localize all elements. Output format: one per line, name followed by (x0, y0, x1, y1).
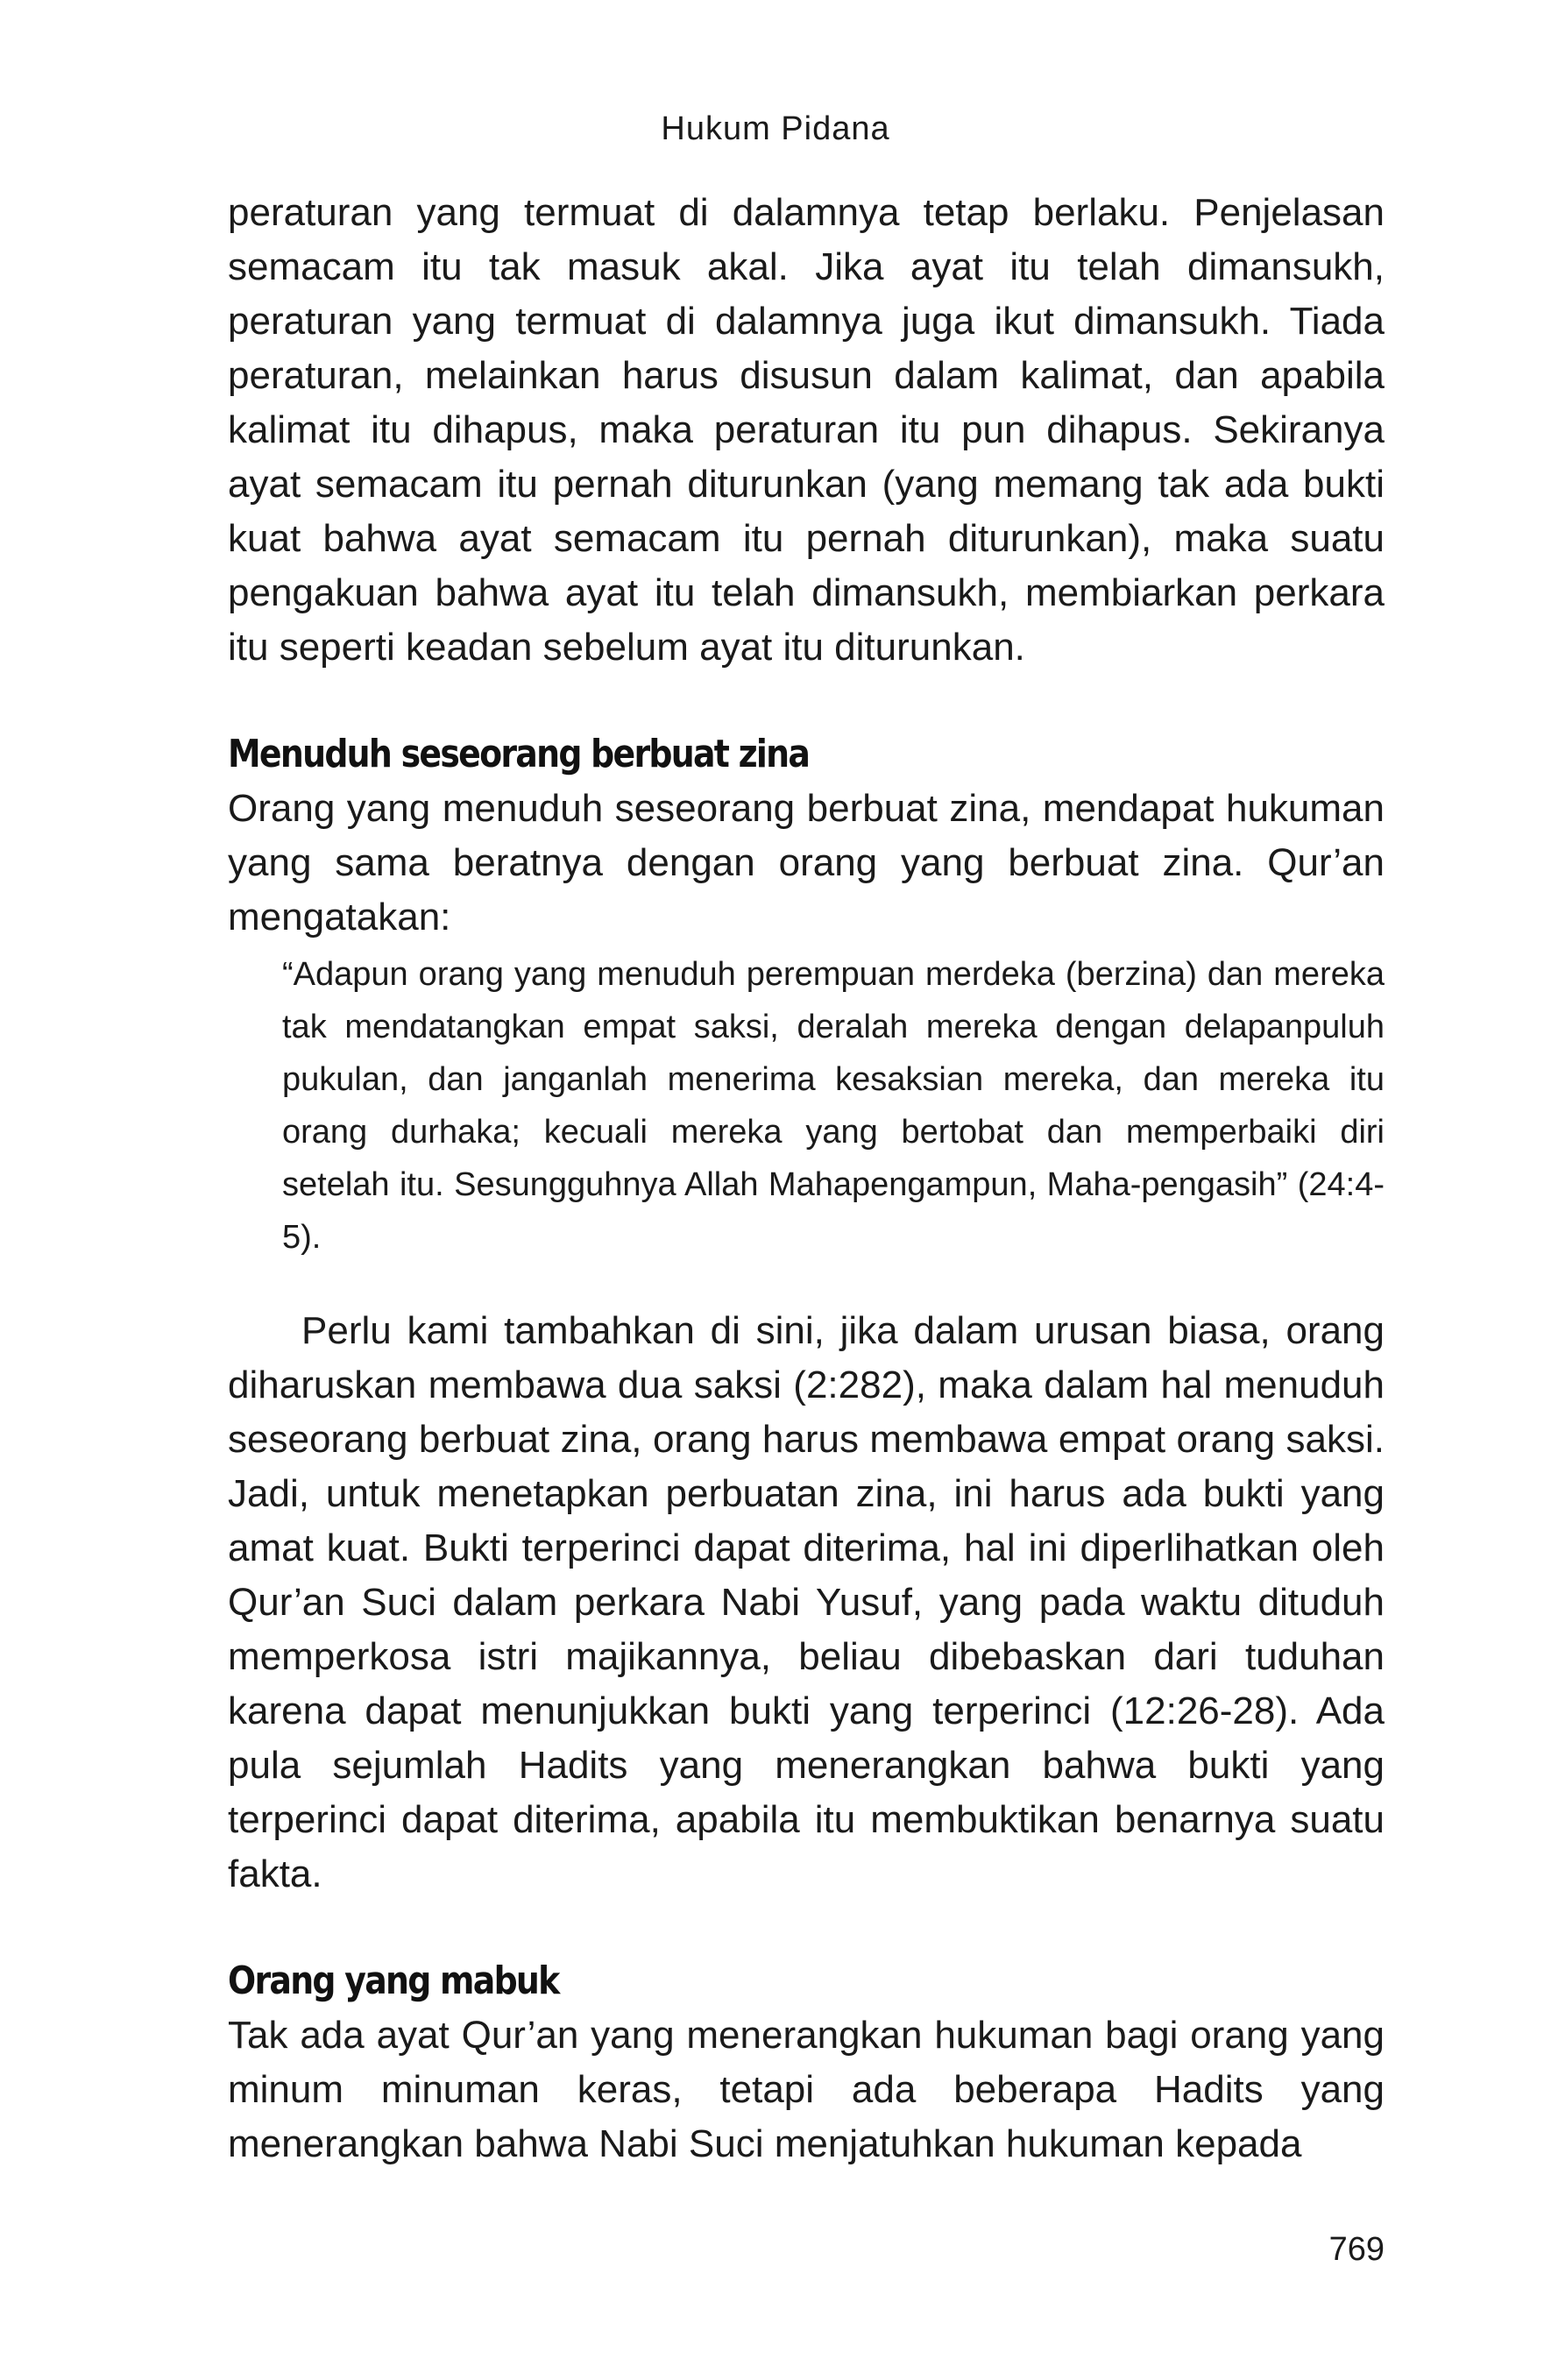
page-body (228, 186, 1385, 2171)
section-continuation-menuduh: Perlu kami tambahkan di sini, jika dalam urusan biasa, orang diharuskan membawa dua saksi (2:282), maka dalam hal menuduh seseorang berbuat zina, orang harus membawa empat orang saksi. Jadi, untuk menetapkan perbuatan zina, ini harus ada bukti yang amat kuat. Bukti terperinci dapat diterima, hal ini diperlihatkan oleh Qur’an Suci dalam perkara Nabi Yusuf, yang pada waktu dituduh memperkosa istri majikannya, beliau dibebaskan dari tuduhan karena dapat menunjukkan bukti yang terperinci (12:26-28). Ada pula sejumlah Hadits yang menerangkan bahwa bukti yang terperinci dapat diterima, apabila itu membuktikan benarnya suatu fakta. (228, 1309, 1385, 1895)
spacer (228, 1902, 1385, 1954)
spacer (228, 1264, 1385, 1304)
page-number: 769 (1328, 2231, 1385, 2268)
section-heading-mabuk: Orang yang mabuk (228, 1959, 559, 2003)
section-heading-menuduh: Menuduh seseorang berbuat zina (228, 732, 810, 776)
running-head-title: Hukum Pidana (661, 110, 890, 147)
section-opening-menuduh: Orang yang menuduh seseorang berbuat zina, mendapat hukuman yang sama beratnya dengan orang yang berbuat zina. Qur’an mengatakan: (228, 787, 1385, 939)
section-opening-mabuk: Tak ada ayat Qur’an yang menerangkan hukuman bagi orang yang minum minuman keras, tetapi ada beberapa Hadits yang menerangkan bahwa Nabi Suci menjatuhkan hukuman kepada (228, 2014, 1385, 2165)
quran-quote-block: “Adapun orang yang menuduh perempuan merdeka (berzina) dan mereka tak mendatangkan empat saksi, deralah mereka dengan delapanpuluh pukulan, dan janganlah menerima kesaksian mereka, dan mereka itu orang durhaka; kecuali mereka yang bertobat dan memperbaiki diri setelah itu. Sesungguhnya Allah Mahapengampun, Maha-pengasih” (24:4-5). (282, 956, 1385, 1256)
intro-paragraph: peraturan yang termuat di dalamnya tetap berlaku. Penjelasan semacam itu tak masuk akal. Jika ayat itu telah dimansukh, peraturan yang termuat di dalamnya juga ikut dimansukh. Tiada peraturan, melainkan harus disusun dalam kalimat, dan apabila kalimat itu dihapus, maka peraturan itu pun dihapus. Sekiranya ayat semacam itu pernah diturunkan (yang memang tak ada bukti kuat bahwa ayat semacam itu pernah diturunkan), maka suatu pengakuan bahwa ayat itu telah dimansukh, membiarkan perkara itu seperti keadan sebelum ayat itu diturunkan. (228, 191, 1385, 669)
spacer (228, 675, 1385, 727)
